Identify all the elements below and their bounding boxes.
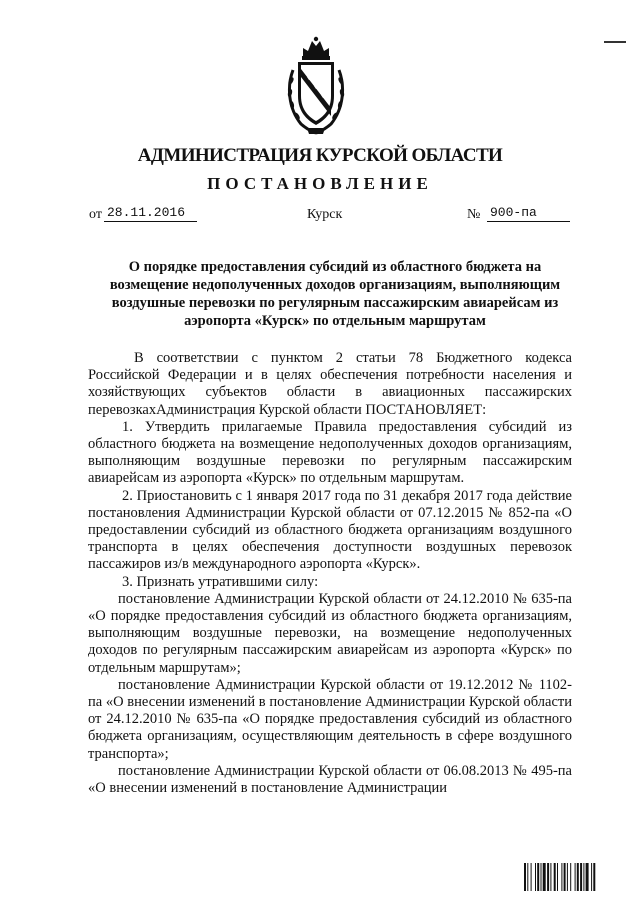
organization-name: АДМИНИСТРАЦИЯ КУРСКОЙ ОБЛАСТИ	[137, 145, 503, 166]
body-paragraph-repealed-3: постановление Администрации Курской области от 06.08.2013 № 495-па «О внесении изменений в постановление Администрации	[88, 762, 572, 797]
body-paragraph-preamble: В соответствии с пунктом 2 статьи 78 Бюджетного кодекса Российской Федерации и в целях обеспечения потребности населения и хозяйствующих субъектов области в авиационных пассажирских перевозкахАдминистрация Курской области ПОСТАНОВЛЯЕТ:	[88, 350, 572, 418]
barcode-icon	[524, 863, 620, 891]
body-paragraph-repealed-1: постановление Администрации Курской области от 24.12.2010 № 635-па «О порядке предоставления субсидий из областного бюджета организациям, выполняющим воздушные перевозки, на возмещение недополученных доходов по регулярным пассажирским авиарейсам из аэропорта «Курск» по отдельным маршрутам»;	[88, 590, 572, 676]
document-city: Курск	[307, 207, 343, 222]
document-title: О порядке предоставления субсидий из областного бюджета на возмещение недополученных доходов организациям, выполняющим воздушные перевозки по регулярным пассажирским авиарейсам из аэропорта «Курск» по отдельным маршрутам	[109, 259, 561, 329]
document-type: ПОСТАНОВЛЕНИЕ	[207, 174, 433, 193]
body-paragraph-item-1: 1. Утвердить прилагаемые Правила предоставления субсидий из областного бюджета на возмещение недополученных доходов организациям, выполняющим воздушные перевозки по регулярным пассажирским авиарейсам из аэропорта «Курск» по отдельным маршрутам.	[88, 418, 572, 487]
date-prefix: от	[89, 207, 102, 222]
document-number: 900-па	[487, 205, 570, 222]
document-body	[88, 350, 572, 797]
body-paragraph-item-2: 2. Приостановить с 1 января 2017 года по 31 декабря 2017 года действие постановления Администрации Курской области от 07.12.2015 № 852-па «О предоставлении субсидий из областного бюджета организациям воздушного транспорта в целях обеспечения доступности воздушных перевозок пассажиров из/в международного аэропорта «Курск».	[88, 487, 572, 573]
document-meta-row	[0, 203, 640, 225]
scan-mark	[604, 41, 626, 43]
body-paragraph-repealed-2: постановление Администрации Курской области от 19.12.2012 № 1102-па «О внесении изменений в постановление Администрации Курской области от 24.12.2010 № 635-па «О порядке предоставления субсидий из областного бюджета организациям, осуществляющим деятельность в сфере воздушного транспорта»;	[88, 676, 572, 762]
body-paragraph-item-3: 3. Признать утратившими силу:	[122, 573, 319, 590]
number-prefix: №	[467, 207, 481, 222]
document-date: 28.11.2016	[104, 205, 197, 222]
kursk-coat-of-arms-icon	[285, 36, 347, 136]
